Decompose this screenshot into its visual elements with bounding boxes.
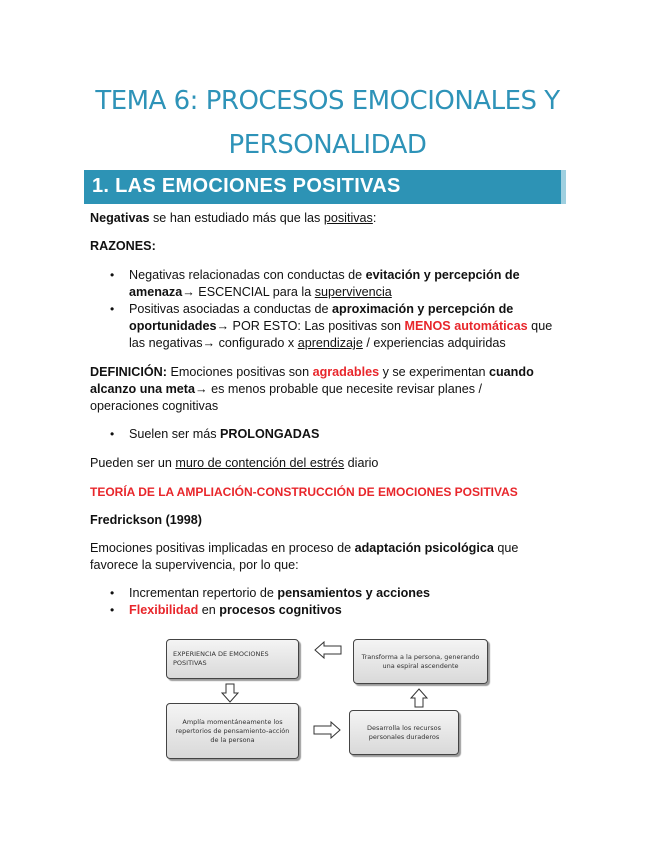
diagram-box-amplia: Amplía momentáneamente los repertorios de pensamiento-acción de la persona xyxy=(166,703,299,759)
reason-2-experiencias: / experiencias adquiridas xyxy=(362,336,506,350)
intro-negativas: Negativas xyxy=(90,211,150,225)
razones-label xyxy=(90,238,156,255)
teoria-author xyxy=(90,512,202,529)
prolongadas-item xyxy=(129,426,319,443)
reason-1-amenaza: amenaza xyxy=(129,285,183,299)
reason-2-menos-automaticas: MENOS automáticas xyxy=(404,319,528,333)
diagram-box-experiencia: EXPERIENCIA DE EMOCIONES POSITIVAS xyxy=(166,639,299,679)
intro-colon: : xyxy=(372,211,377,225)
section-heading: 1. LAS EMOCIONES POSITIVAS xyxy=(92,175,401,197)
intro-paragraph xyxy=(90,210,376,227)
arrow-right-icon xyxy=(313,721,341,739)
reason-2-aprendizaje: aprendizaje xyxy=(297,336,363,350)
definition-cuando: cuando xyxy=(488,365,534,379)
reason-1-line-1 xyxy=(129,267,520,284)
arrow-down-icon xyxy=(221,683,239,703)
definition-agradables: agradables xyxy=(312,365,380,379)
effect-2-en: en xyxy=(198,603,220,617)
definition-text-a: Emociones positivas son xyxy=(166,365,313,379)
prolongadas-text: Suelen ser más xyxy=(129,427,220,441)
reason-1-line-2 xyxy=(129,284,392,301)
definition-line-1 xyxy=(90,364,534,381)
effect-1-bold: pensamientos y acciones xyxy=(277,586,431,600)
adaptacion-text-a: Emociones positivas implicadas en proceso de xyxy=(90,541,355,555)
effect-2 xyxy=(129,602,342,619)
reason-1-text: Negativas relacionadas con conductas de xyxy=(129,268,366,282)
arrow-up-icon xyxy=(410,688,428,708)
muro-underlined: muro de contención del estrés xyxy=(175,456,345,470)
reason-2-line-3 xyxy=(129,335,506,352)
document-title-line-1: TEMA 6: PROCESOS EMOCIONALES Y xyxy=(95,86,560,116)
reason-2-por-esto: → POR ESTO: Las positivas son xyxy=(216,319,405,333)
effect-2-procesos: procesos cognitivos xyxy=(219,603,342,617)
razones-label-text: RAZONES: xyxy=(90,239,156,253)
section-heading-bar xyxy=(84,170,566,204)
bullet-2: • xyxy=(110,302,115,316)
adaptacion-line-2: favorece la supervivencia, por lo que: xyxy=(90,558,299,572)
teoria-author-text: Fredrickson (1998) xyxy=(90,513,202,527)
bullet-3: • xyxy=(110,427,115,441)
reason-1-bold: evitación y percepción de xyxy=(365,268,520,282)
reason-2-oportunidades: oportunidades xyxy=(129,319,217,333)
definition-text-b: y se experimentan xyxy=(379,365,489,379)
prolongadas-bold: PROLONGADAS xyxy=(220,427,320,441)
effect-2-flexibilidad: Flexibilidad xyxy=(129,603,199,617)
reason-2-bold: aproximación y percepción de xyxy=(332,302,514,316)
bullet-1: • xyxy=(110,268,115,282)
muro-paragraph xyxy=(90,455,378,472)
muro-text-c: diario xyxy=(344,456,379,470)
reason-1-escencial: → ESCENCIAL para la xyxy=(182,285,315,299)
reason-2-line-1 xyxy=(129,301,513,318)
effect-1 xyxy=(129,585,430,602)
adaptacion-que: que xyxy=(493,541,519,555)
arrow-left-icon xyxy=(314,641,342,659)
reason-2-negativas: las negativas→ configurado x xyxy=(129,336,298,350)
adaptacion-bold: adaptación psicológica xyxy=(354,541,494,555)
definition-label: DEFINICIÓN: xyxy=(90,365,167,379)
reason-2-que: que xyxy=(527,319,553,333)
reason-2-text: Positivas asociadas a conductas de xyxy=(129,302,333,316)
intro-positivas: positivas xyxy=(323,211,373,225)
teoria-heading: TEORÍA DE LA AMPLIACIÓN-CONSTRUCCIÓN DE EMOCIONES POSITIVAS xyxy=(90,485,518,499)
definition-line-2 xyxy=(90,381,482,398)
definition-alcanzo: alcanzo una meta→ xyxy=(90,382,208,396)
intro-text: se han estudiado más que las xyxy=(149,211,324,225)
bullet-4: • xyxy=(110,586,115,600)
diagram-box-transforma: Transforma a la persona, generando una espiral ascendente xyxy=(353,639,488,684)
effect-1-text: Incrementan repertorio de xyxy=(129,586,278,600)
adaptacion-line-1 xyxy=(90,540,518,557)
definition-line-3: operaciones cognitivas xyxy=(90,399,219,413)
reason-1-supervivencia: supervivencia xyxy=(314,285,392,299)
muro-text-a: Pueden ser un xyxy=(90,456,176,470)
document-title-line-2: PERSONALIDAD xyxy=(228,130,427,160)
diagram-box-desarrolla: Desarrolla los recursos personales duraderos xyxy=(349,710,459,755)
bullet-5: • xyxy=(110,603,115,617)
definition-text-c: es menos probable que necesite revisar planes / xyxy=(207,382,483,396)
reason-2-line-2 xyxy=(129,318,552,335)
